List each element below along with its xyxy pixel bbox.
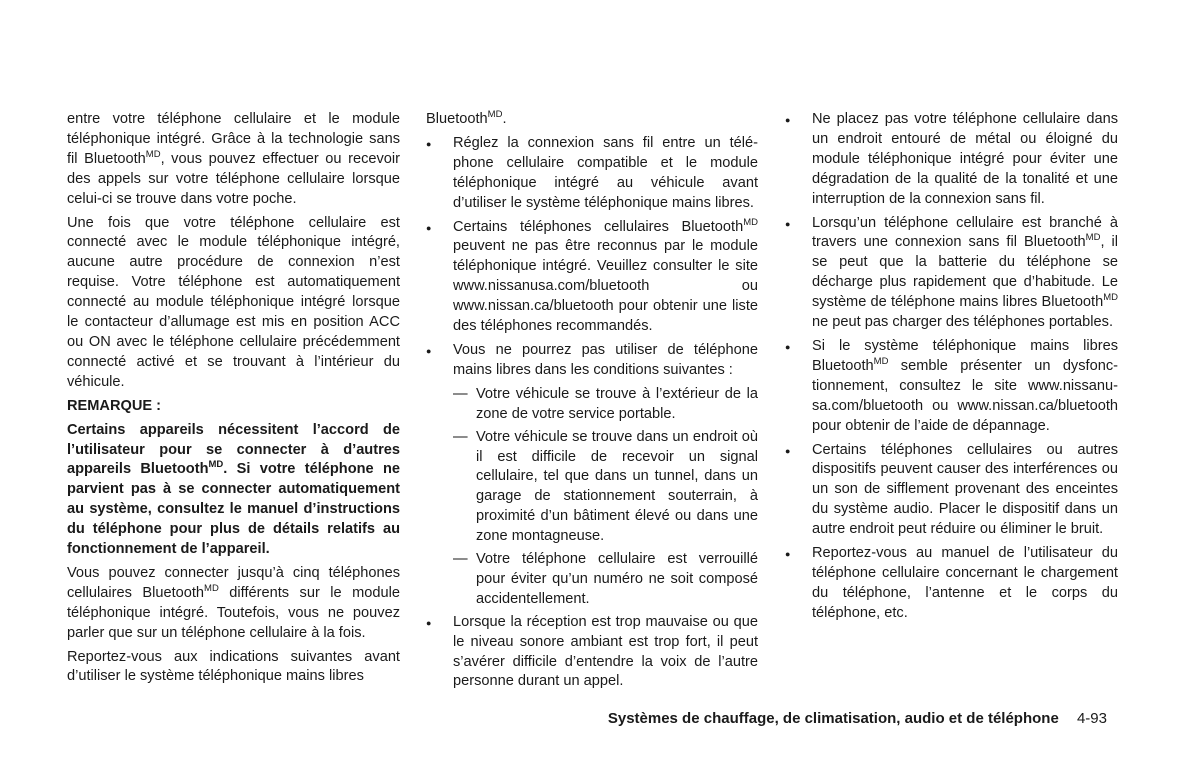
superscript: MD [145, 148, 161, 160]
superscript: MD [873, 355, 889, 367]
column-left [67, 110, 400, 691]
bullet-item: ● Vous ne pourrez pas utiliser de téléphone mains libres dans les conditions suivantes : [426, 341, 758, 381]
bullet-item: ● Certains téléphones cellulaires ou autres dispositifs peuvent causer des interférences ou un son de sifflement provenant des enceintes du système audio. Placer le dispositif dans un autre endroit peut réduire ou éliminer le bruit. [785, 441, 1118, 541]
superscript: MD [487, 109, 503, 120]
paragraph: entre votre téléphone cellulaire et le module téléphonique intégré. Grâce à la technologie sans fil Bluetooth$^{MD}$, vous pouvez effectuer ou recevoir des appels sur votre téléphone cellulaire lorsque celui-ci se trouve dans votre poche. [67, 111, 401, 207]
paragraph: Reportez-vous aux indications suivantes avant d’utiliser le système téléphonique mains libres [67, 648, 400, 685]
column-right [785, 110, 1118, 628]
section-title: Systèmes de chauffage, de climatisation, audio et de téléphone [607, 710, 1059, 727]
bullet-item: ● Ne placez pas votre téléphone cellulaire dans un endroit entouré de métal ou éloigné du module téléphonique intégré pour éviter une dégradation de la qualité de la tonalité et une interruption de la connexion sans fil. [785, 110, 1118, 210]
page-footer [608, 710, 1107, 727]
superscript: MD [208, 459, 224, 471]
remark-text: Certains appareils nécessitent l’accord de l’utilisateur pour se connecter à d’autres appareils Bluetooth$^{MD}$. Si votre téléphone ne parvient pas à se connecter automatiquement au système, consultez le manuel d’instructions du téléphone pour plus de détails relatifs au fonctionnement de l’appareil. [67, 421, 400, 558]
dash-item: — Votre véhicule se trouve à l’extérieur de la zone de votre service portable. [426, 385, 758, 425]
dash-item: — Votre téléphone cellulaire est verrouillé pour éviter qu’un numéro ne soit composé accidentellement. [426, 550, 758, 610]
dash-item: — Votre véhicule se trouve dans un endroit où il est difficile de recevoir un signal cellulaire, tel que dans un tunnel, dans un garage de stationnement souterrain, à proximité d’un bâtiment élevé ou dans une zone montagneuse. [426, 428, 758, 547]
paragraph-continuation: Bluetooth$^{MD}$. [426, 109, 507, 127]
bullet-item: ● Reportez-vous au manuel de l’utilisateur du téléphone cellulaire concernant le chargement du téléphone, l’antenne et le corps du téléphone, etc. [785, 544, 1118, 624]
bullet-item: ● Réglez la connexion sans fil entre un téléphone cellulaire compatible et le module téléphonique intégré au véhicule avant d’utiliser le système téléphonique mains libres. [426, 134, 758, 214]
superscript: MD [1085, 232, 1101, 244]
superscript: MD [204, 582, 219, 594]
bullet-item: ● Si le système téléphonique mains libres Bluetooth$^{MD}$ semble présenter un dysfonctionnement, consultez le site www.nissanusa.com/bluetooth ou www.nissan.ca/bluetooth pour obtenir de l’aide de dépannage. [785, 337, 1118, 437]
column-middle [426, 110, 758, 696]
bullet-item: ● Certains téléphones cellulaires Bluetooth$^{MD}$ peuvent ne pas être reconnus par le module téléphonique intégré. Veuillez consulter le site www.nissanusa.com/bluetooth ou www.nissan.ca/bluetooth pour obtenir une liste des téléphones recommandés. [426, 218, 758, 337]
paragraph: Une fois que votre téléphone cellulaire est connecté avec le module téléphonique intégré, aucune autre procédure de connexion n’est requise. Votre téléphone est automatiquement connecté au module téléphonique intégré lorsque le contacteur d’allumage est mis en position ACC ou ON avec le téléphone cellulaire précédemment connecté activé et se trouvant à l’intérieur du véhicule. [67, 214, 400, 390]
remark-heading: REMARQUE : [67, 397, 162, 414]
superscript: MD [743, 216, 758, 228]
bullet-item: ● Lorsqu’un téléphone cellulaire est branché à travers une connexion sans fil Bluetooth$^{MD}$, il se peut que la batterie du téléphone se décharge plus rapidement que d’habitude. Le système de téléphone mains libres Bluetooth$^{MD}$ ne peut pas charger des téléphones portables. [785, 214, 1118, 333]
page-number: 4-93 [1076, 710, 1107, 727]
paragraph: Vous pouvez connecter jusqu’à cinq téléphones cellulaires Bluetooth$^{MD}$ différents sur le module téléphonique intégré. Toutefois, vous ne pouvez parler que sur un téléphone cellulaire à la fois. [67, 564, 400, 641]
bullet-item: ● Lorsque la réception est trop mauvaise ou que le niveau sonore ambiant est trop fort, il peut s’avérer difficile d’entendre la voix de l’autre personne durant un appel. [426, 613, 758, 693]
superscript: MD [1103, 292, 1118, 304]
